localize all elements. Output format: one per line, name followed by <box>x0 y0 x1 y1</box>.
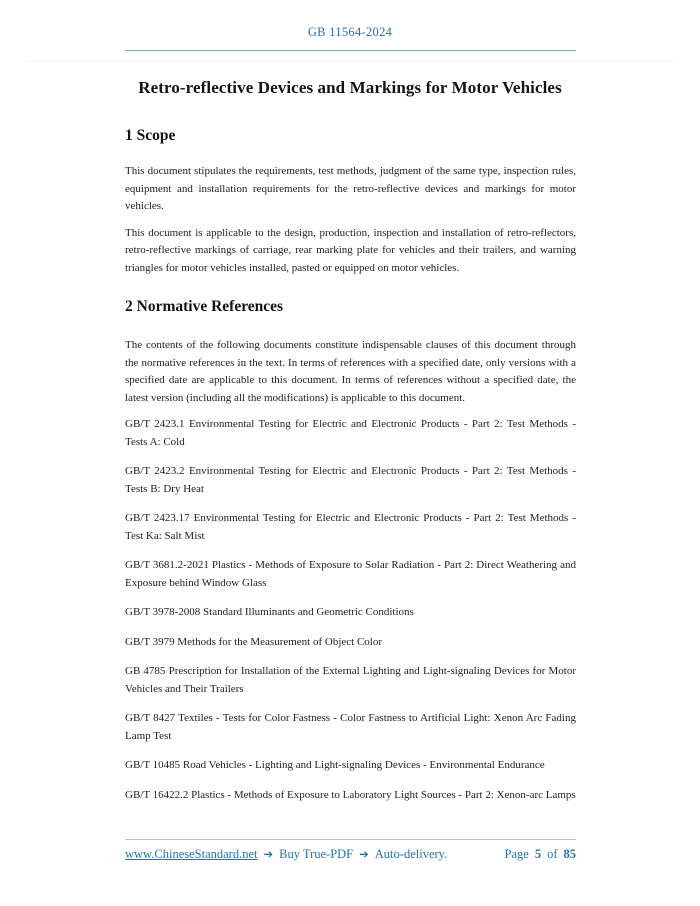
footer-delivery-text: Auto-delivery. <box>374 847 448 861</box>
page-indicator <box>505 846 576 863</box>
reference-item: GB/T 16422.2 Plastics - Methods of Exposure to Laboratory Light Sources - Part 2: Xenon-arc Lamps <box>125 788 576 801</box>
reference-item: GB/T 2423.1 Environmental Testing for Electric and Electronic Products - Part 2: Test Methods - Tests A: Cold <box>125 418 576 448</box>
document-title: Retro-reflective Devices and Markings for Motor Vehicles <box>138 78 562 97</box>
reference-item: GB/T 2423.17 Environmental Testing for Electric and Electronic Products - Part 2: Test Methods - Test Ka: Salt Mist <box>125 512 576 542</box>
header-rule <box>125 50 576 51</box>
arrow-right-icon: ➔ <box>359 847 369 861</box>
arrow-right-icon: ➔ <box>263 847 274 861</box>
reference-item: GB/T 8427 Textiles - Tests for Color Fastness - Color Fastness to Artificial Light: Xenon Arc Fading Lamp Test <box>125 712 576 742</box>
scope-paragraph-2: This document is applicable to the design, production, inspection and installation of retro-reflectors, retro-reflective markings of carriage, rear marking plate for vehicles and their trailers, and warning triangles for motor vehicles installed, pasted or equipped on motor vehicles. <box>125 226 576 274</box>
document-number: GB 11564-2024 <box>307 25 393 39</box>
scope-paragraph-1: This document stipulates the requirements, test methods, judgment of the same type, inspection rules, equipment and installation requirements for the retro-reflective devices and markings for motor vehicles. <box>125 165 576 212</box>
section-heading-normative-references: 2 Normative References <box>125 298 284 315</box>
header-dotted-rule <box>28 61 673 62</box>
reference-item: GB/T 2423.2 Environmental Testing for Electric and Electronic Products - Part 2: Test Methods - Tests B: Dry Heat <box>125 465 576 495</box>
footer-site-link[interactable]: www.ChineseStandard.net <box>125 847 258 861</box>
footer-promo <box>125 846 447 863</box>
footer-buy-text: Buy True-PDF <box>279 847 354 861</box>
footer-rule <box>125 839 576 840</box>
current-page-number: 5 <box>534 847 542 861</box>
of-label: of <box>547 847 558 861</box>
normative-references-intro: The contents of the following documents constitute indispensable clauses of this document through the normative references in the text. In terms of references with a specified date, only versions with a specified date are applicable to this document. In terms of references without a specified date, the latest version (including all the modifications) is applicable to this document. <box>125 339 576 404</box>
reference-item: GB/T 10485 Road Vehicles - Lighting and Light-signaling Devices - Environmental Endurance <box>125 759 545 771</box>
reference-item: GB/T 3681.2-2021 Plastics - Methods of Exposure to Solar Radiation - Part 2: Direct Weathering and Exposure behind Window Glass <box>125 559 576 589</box>
page-label: Page <box>504 847 529 861</box>
reference-item: GB 4785 Prescription for Installation of the External Lighting and Light-signaling Devices for Motor Vehicles and Their Trailers <box>125 665 576 695</box>
reference-item: GB/T 3978-2008 Standard Illuminants and Geometric Conditions <box>125 606 414 618</box>
section-heading-scope: 1 Scope <box>125 127 176 144</box>
document-body <box>125 126 576 816</box>
total-page-number: 85 <box>563 847 576 861</box>
reference-item: GB/T 3979 Methods for the Measurement of Object Color <box>125 635 383 648</box>
page-footer <box>125 846 576 863</box>
